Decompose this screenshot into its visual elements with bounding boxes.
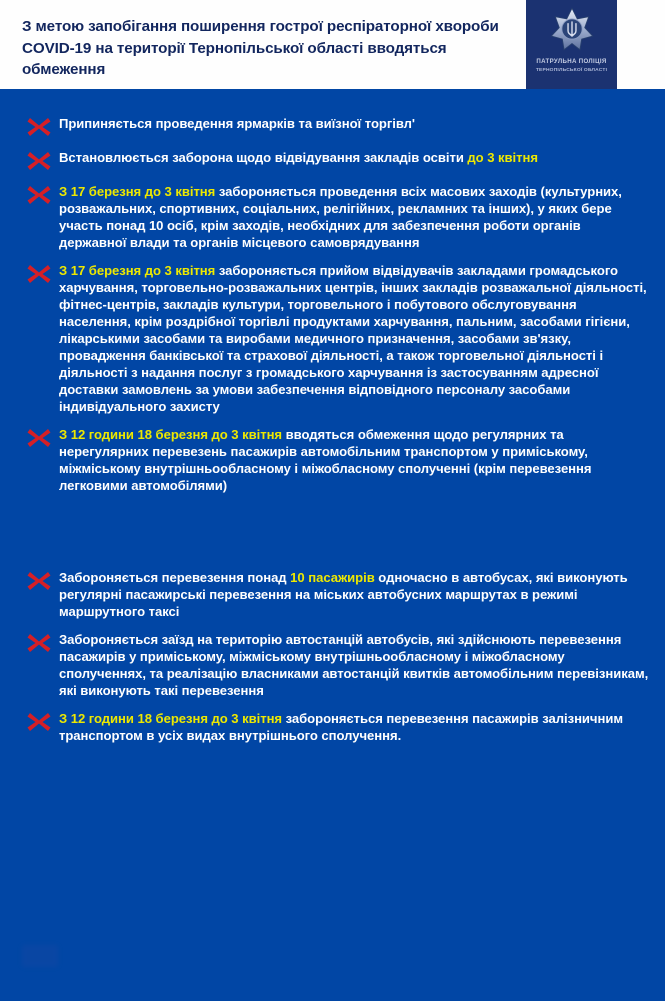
restriction-item <box>26 262 651 415</box>
restriction-item <box>26 631 651 699</box>
highlighted-date-text: З 17 березня до 3 квітня <box>59 184 216 199</box>
watermark-artifact <box>22 945 58 967</box>
highlighted-date-text: З 17 березня до 3 квітня <box>59 263 216 279</box>
restriction-item <box>26 115 651 138</box>
page-title: З метою запобігання поширення гострої респіраторної хвороби COVID-19 на території Тернопільської області вводяться обмеження <box>22 18 499 79</box>
restriction-text-fragment: одночасно в автобусах, які виконують регулярні пасажирські перевезення на міських автобусних маршрутах в режимі маршрутного таксі <box>59 570 628 620</box>
restriction-item-text <box>59 569 651 620</box>
restriction-text-fragment: Припиняється проведення ярмарків та виїзної торгівл' <box>59 116 415 131</box>
restriction-text-fragment: забороняється прийом відвідувачів закладами громадського харчування, торговельно-розважальних центрів, інших закладів розважальної діяльності, фітнес-центрів, закладів культури, торговельного і побутового обслуговування населення, крім роздрібної торгівлі продуктами харчування, пальним, засобами гігієни, лікарськими засобами та виробами медичного призначення, засобами зв'язку, провадження банківської та страхової діяльності, а також торговельної діяльності і діяльності з надання послуг з громадського харчування із застосуванням адресної доставки замовлень за умови забезпечення відповідного персоналу засобами індивідуального захисту <box>59 263 647 415</box>
restriction-text-fragment: Забороняється заїзд на територію автостанцій автобусів, які здійснюють перевезення пасажирів у приміському, міжміському внутрішньообласному і міжобласному сполученнях, та реалізацію власниками автостанцій квитків автомобільним перевізникам, які виконують такі перевезення <box>59 632 649 699</box>
highlighted-date-text: 10 пасажирів <box>290 570 375 586</box>
restriction-item-text <box>59 710 651 744</box>
section-transport-restrictions <box>0 569 665 744</box>
restriction-item-text <box>59 115 415 132</box>
poster-header <box>0 0 665 89</box>
x-mark-icon <box>26 632 52 654</box>
restrictions-body <box>0 89 665 744</box>
highlighted-date-text: З 12 години 18 березня до 3 квітня <box>59 711 283 727</box>
restriction-text-fragment: забороняється проведення всіх масових заходів (культурних, розважальних, спортивних, соціальних, релігійних, рекламних та інших), у яких бере участь понад 10 осіб, крім заходів, необхідних для забезпечення роботи органів державної влади та органів місцевого самоврядування <box>59 184 622 251</box>
restriction-item-text <box>59 426 651 494</box>
restriction-text-fragment: Встановлюється заборона щодо відвідування закладів освіти <box>59 150 468 165</box>
logo-org-name: ПАТРУЛЬНА ПОЛІЦІЯ <box>536 58 607 65</box>
restriction-item <box>26 426 651 494</box>
x-mark-icon <box>26 427 52 449</box>
restriction-item <box>26 149 651 172</box>
restriction-text-fragment: Забороняється перевезення понад <box>59 570 291 586</box>
restriction-item <box>26 710 651 744</box>
x-mark-icon <box>26 263 52 285</box>
highlighted-date-text: до 3 квітня <box>467 150 538 165</box>
x-mark-icon <box>26 184 52 206</box>
police-star-badge-with-trident-icon <box>550 7 594 56</box>
restriction-item-text <box>59 183 651 251</box>
x-mark-icon <box>26 711 52 733</box>
restriction-item-text <box>59 631 651 699</box>
x-mark-icon <box>26 570 52 592</box>
section-general-restrictions <box>0 89 665 494</box>
restriction-item-text <box>59 262 651 415</box>
restriction-item <box>26 569 651 620</box>
police-logo-panel <box>526 0 617 89</box>
restriction-text-fragment: забороняється перевезення пасажирів залізничним транспортом в усіх видах внутрішнього сполучення. <box>59 711 623 744</box>
x-mark-icon <box>26 150 52 172</box>
restriction-item-text <box>59 149 538 166</box>
restriction-text-fragment: вводяться обмеження щодо регулярних та нерегулярних перевезень пасажирів автомобільним транспортом у приміському, міжміському внутрішньообласному і міжобласному сполученні (крім перевезення легковими автомобілями) <box>59 427 592 494</box>
x-mark-icon <box>26 116 52 138</box>
highlighted-date-text: З 12 години 18 березня до 3 квітня <box>59 427 283 443</box>
restriction-item <box>26 183 651 251</box>
section-divider-gap <box>0 505 665 569</box>
logo-region-name: ТЕРНОПІЛЬСЬКОЇ ОБЛАСТІ <box>535 68 608 73</box>
